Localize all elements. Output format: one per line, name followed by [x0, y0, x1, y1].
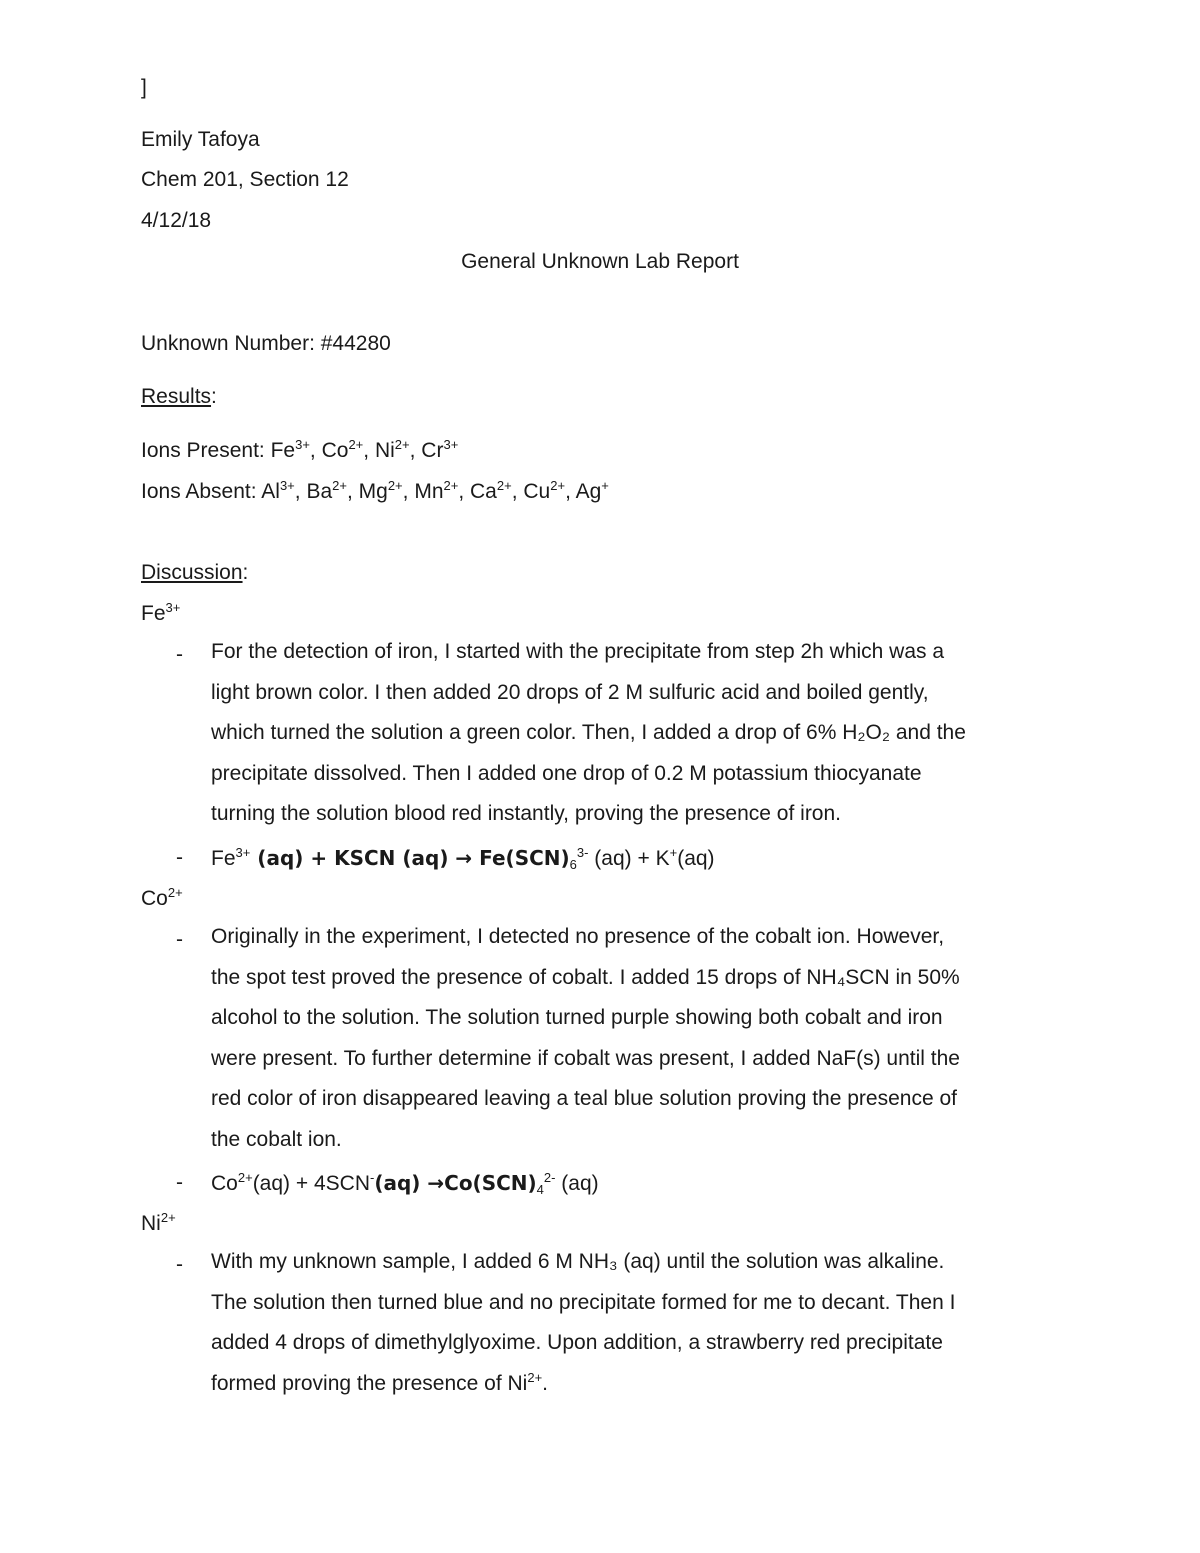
ions-present — [141, 437, 458, 465]
charge: 2+ — [443, 478, 459, 493]
ion-fe: Fe — [270, 439, 296, 462]
equation-bold: (aq) + KSCN (aq) → Fe(SCN) — [250, 846, 570, 870]
paragraph-line: Originally in the experiment, I detected no presence of the cobalt ion. However, — [211, 925, 945, 948]
fe-paragraph — [211, 632, 1061, 835]
fe-section-heading — [141, 600, 180, 628]
fe-equation — [211, 844, 715, 873]
ion-mg: Mg — [358, 480, 388, 503]
subscript: 4 — [536, 1182, 544, 1197]
equation-text: (aq) + 4SCN — [252, 1172, 370, 1195]
ions-absent-label: Ions Absent: — [141, 480, 262, 503]
charge: + — [669, 845, 678, 860]
paragraph-text: formed proving the presence of Ni — [211, 1371, 528, 1395]
ion-co: Co — [211, 1172, 238, 1195]
co-section-heading — [141, 885, 183, 913]
ion-fe: Fe — [141, 602, 166, 625]
discussion-colon: : — [242, 561, 249, 584]
ion-cr: Cr — [421, 439, 444, 462]
charge: 2+ — [394, 437, 410, 452]
paragraph-line: which turned the solution a green color. Then, I added a drop of 6% H₂O₂ and the — [211, 721, 966, 745]
ion-ca: Ca — [470, 480, 497, 503]
charge: 3+ — [165, 600, 181, 615]
discussion-heading-text: Discussion — [141, 561, 243, 584]
charge: 3- — [576, 845, 589, 860]
charge: 2+ — [167, 885, 183, 900]
ion-ba: Ba — [306, 480, 333, 503]
report-date: 4/12/18 — [141, 209, 212, 232]
paragraph-line — [211, 1364, 1061, 1405]
co-equation — [211, 1169, 599, 1198]
charge: 2+ — [527, 1369, 543, 1385]
co-paragraph — [211, 917, 1061, 1161]
ion-cu: Cu — [523, 480, 551, 503]
ions-absent — [141, 478, 609, 506]
dash-bullet: - — [176, 1171, 183, 1194]
charge: 2+ — [387, 478, 403, 493]
paragraph-line: the spot test proved the presence of cobalt. I added 15 drops of NH₄SCN in 50% — [211, 965, 960, 989]
ion-fe: Fe — [211, 847, 236, 870]
separator: , — [458, 480, 471, 503]
equation-text: (aq) — [677, 847, 715, 870]
paragraph-line: For the detection of iron, I started with the precipitate from step 2h which was a — [211, 640, 945, 663]
ion-ni: Ni — [374, 439, 395, 462]
charge: 2+ — [496, 478, 512, 493]
paragraph-line: alcohol to the solution. The solution turned purple showing both cobalt and iron — [211, 1006, 943, 1030]
charge: 2+ — [550, 478, 566, 493]
paragraph-line: With my unknown sample, I added 6 M NH₃ (aq) until the solution was alkaline. — [211, 1250, 945, 1273]
equation-text: (aq) — [555, 1172, 599, 1195]
author-name: Emily Tafoya — [141, 128, 260, 151]
paragraph-line: The solution then turned blue and no precipitate formed for me to decant. Then I — [211, 1290, 956, 1314]
discussion-heading — [141, 559, 248, 587]
dash-bullet: - — [176, 846, 183, 869]
charge: 3+ — [443, 437, 459, 452]
dash-bullet: - — [176, 928, 183, 951]
results-heading-text: Results — [141, 385, 212, 408]
ion-ag: Ag — [575, 480, 602, 503]
report-title: General Unknown Lab Report — [461, 250, 739, 273]
charge: 2- — [543, 1170, 556, 1185]
stray-bracket: ] — [141, 76, 147, 99]
results-colon: : — [211, 385, 217, 408]
equation-bold: (aq) →Co(SCN) — [374, 1171, 537, 1195]
separator: , — [511, 480, 524, 503]
dash-bullet: - — [176, 643, 183, 666]
charge: 2+ — [348, 437, 364, 452]
results-heading — [141, 383, 217, 411]
paragraph-line: were present. To further determine if cobalt was present, I added NaF(s) until the — [211, 1046, 960, 1070]
separator: , — [346, 480, 359, 503]
ni-paragraph — [211, 1242, 1061, 1404]
ion-al: Al — [261, 480, 280, 503]
separator: , — [309, 439, 322, 462]
paragraph-line: light brown color. I then added 20 drops of 2 M sulfuric acid and boiled gently, — [211, 680, 929, 704]
ion-mn: Mn — [414, 480, 444, 503]
charge: 3+ — [279, 478, 295, 493]
period: . — [542, 1371, 549, 1395]
charge: 2+ — [160, 1210, 176, 1225]
paragraph-line: the cobalt ion. — [211, 1127, 342, 1151]
charge: 2+ — [332, 478, 347, 493]
ni-section-heading — [141, 1210, 176, 1238]
separator: , — [363, 439, 375, 462]
course-section: Chem 201, Section 12 — [141, 168, 349, 191]
charge: 3+ — [235, 845, 251, 860]
paragraph-line: turning the solution blood red instantly, proving the presence of iron. — [211, 802, 841, 826]
subscript: 6 — [569, 857, 577, 872]
charge: + — [601, 478, 609, 493]
charge: 2+ — [237, 1170, 253, 1185]
separator: , — [294, 480, 307, 503]
paragraph-line: red color of iron disappeared leaving a teal blue solution proving the presence of — [211, 1087, 957, 1111]
paragraph-line: added 4 drops of dimethylglyoxime. Upon addition, a strawberry red precipitate — [211, 1331, 943, 1355]
charge: - — [369, 1170, 375, 1185]
ion-co: Co — [141, 887, 168, 910]
ion-k: K — [655, 847, 670, 870]
equation-text: (aq) + — [588, 847, 656, 870]
ion-ni: Ni — [141, 1212, 161, 1235]
ion-co: Co — [321, 439, 349, 462]
separator: , — [565, 480, 576, 503]
charge: 3+ — [295, 437, 310, 452]
separator: , — [409, 439, 422, 462]
ions-present-label: Ions Present: — [141, 439, 271, 462]
separator: , — [402, 480, 415, 503]
paragraph-line: precipitate dissolved. Then I added one drop of 0.2 M potassium thiocyanate — [211, 761, 922, 785]
dash-bullet: - — [176, 1253, 183, 1276]
unknown-number: Unknown Number: #44280 — [141, 332, 391, 355]
